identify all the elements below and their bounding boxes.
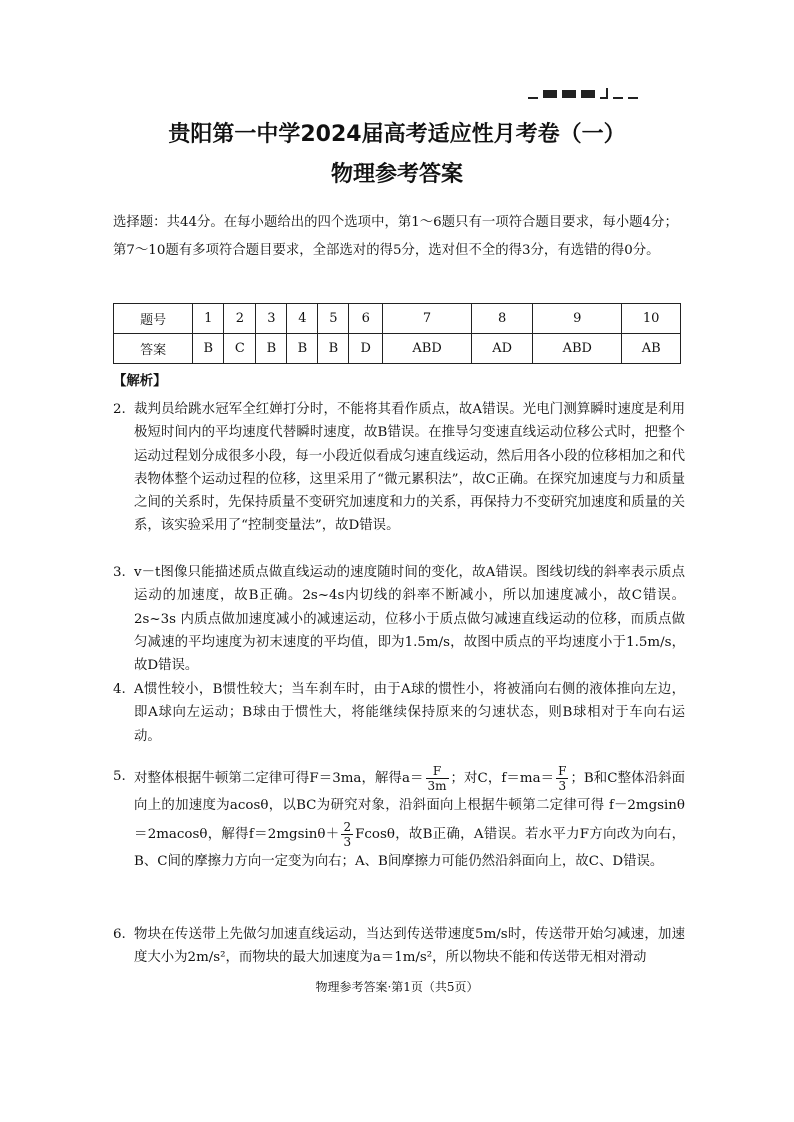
question-text: 物块在传送带上先做匀加速直线运动，当达到传送带速度5m/s时，传送带开始匀减速，加速度大小为2m/s²，而物块的最大加速度为a＝1m/s²，所以物块不能和传送带无相对滑动 bbox=[134, 927, 685, 966]
header-mark bbox=[528, 97, 538, 99]
fraction-denominator: 3 bbox=[558, 779, 567, 793]
table-cell: 4 bbox=[287, 304, 318, 334]
header-mark bbox=[600, 88, 608, 99]
table-cell: 题号 bbox=[114, 304, 193, 334]
table-cell: B bbox=[256, 334, 287, 364]
fraction-denominator: 3m bbox=[427, 779, 447, 793]
formula-text: 对整体根据牛顿第二定律可得F＝3ma，解得a＝ bbox=[134, 771, 424, 786]
table-cell: 7 bbox=[382, 304, 471, 334]
question-text bbox=[134, 764, 685, 875]
formula-text: ；对C，f＝ma＝ bbox=[450, 771, 555, 786]
fraction bbox=[426, 764, 449, 793]
intro-label: 选择题： bbox=[113, 215, 167, 230]
answer-table bbox=[113, 303, 681, 364]
table-cell: 2 bbox=[224, 304, 256, 334]
table-cell: 6 bbox=[349, 304, 383, 334]
question-4 bbox=[113, 678, 685, 748]
table-cell: C bbox=[224, 334, 256, 364]
fraction-numerator: 2 bbox=[343, 819, 352, 834]
fraction-numerator: F bbox=[558, 764, 567, 778]
table-cell: 答案 bbox=[114, 334, 193, 364]
table-cell: B bbox=[318, 334, 349, 364]
fraction bbox=[556, 764, 568, 793]
question-text: 裁判员给跳水冠军全红婵打分时，不能将其看作质点，故A错误。光电门测算瞬时速度是利用极短时间内的平均速度代替瞬时速度，故B错误。在推导匀变速直线运动位移公式时，把整个运动过程划分成很多小段，每一小段近似看成匀速直线运动，然后用各小段的位移相加之和代表物体整个运动过程的位移，这里采用了“微元累积法”，故C正确。在探究加速度与力和质量之间的关系时，先保持质量不变研究加速度和力的关系，再保持力不变研究加速度和质量的关系，该实验采用了“控制变量法”，故D错误。 bbox=[134, 402, 685, 534]
header-mark bbox=[562, 90, 576, 98]
answer-table-row-numbers bbox=[114, 304, 681, 334]
table-cell: AB bbox=[622, 334, 681, 364]
page-title: 贵阳第一中学2024届高考适应性月考卷（一） bbox=[168, 122, 626, 147]
header-mark bbox=[581, 90, 595, 98]
table-cell: B bbox=[193, 334, 224, 364]
fraction-denominator: 3 bbox=[343, 834, 352, 849]
header-marks bbox=[528, 88, 638, 99]
table-cell: ABD bbox=[382, 334, 471, 364]
analysis-heading: 【解析】 bbox=[113, 374, 167, 389]
fraction bbox=[341, 820, 353, 849]
intro-paragraph bbox=[113, 209, 683, 265]
table-cell: 10 bbox=[622, 304, 681, 334]
formula-text: Fcosθ，故B正确，A错误。若水平力F方向改为向右，B、C间的摩擦力方向一定变为向右；A、B间摩擦力可能仍然沿斜面向上，故C、D错误。 bbox=[134, 826, 685, 869]
table-cell: D bbox=[349, 334, 383, 364]
question-number: 5. bbox=[113, 769, 126, 784]
header-mark bbox=[543, 90, 557, 98]
intro-text: 共44分。在每小题给出的四个选项中，第1～6题只有一项符合题目要求，每小题4分；第7～10题有多项符合题目要求，全部选对的得5分，选对但不全的得3分，有选错的得0分。 bbox=[113, 215, 678, 258]
table-cell: 5 bbox=[318, 304, 349, 334]
question-text: v－t图像只能描述质点做直线运动的速度随时间的变化，故A错误。图线切线的斜率表示质点运动的加速度，故B正确。2s~4s内切线的斜率不断减小，所以加速度减小，故C错误。2s~3s 内质点做加速度减小的减速运动，位移小于质点做匀减速直线运动的位移，而质点做匀减速的平均速度为初末速度的平均值，即为1.5m/s，故图中质点的平均速度小于1.5m/s，故D错误。 bbox=[134, 565, 685, 674]
answer-table-row-answers bbox=[114, 334, 681, 364]
question-6 bbox=[113, 923, 685, 970]
question-5 bbox=[113, 764, 685, 875]
header-mark bbox=[628, 97, 638, 99]
header-mark bbox=[613, 97, 623, 99]
fraction-numerator: F bbox=[426, 764, 449, 779]
formula-text: ；B和C整体沿斜面向上的加速度为acosθ，以BC为研究对象，沿斜面向上根据牛顿第二定律可得 f－2mgsinθ＝2macosθ，解得f＝2mgsinθ＋ bbox=[134, 771, 685, 842]
table-cell: AD bbox=[472, 334, 533, 364]
question-3 bbox=[113, 561, 685, 677]
table-cell: ABD bbox=[533, 334, 622, 364]
table-cell: 1 bbox=[193, 304, 224, 334]
table-cell: 3 bbox=[256, 304, 287, 334]
table-cell: B bbox=[287, 334, 318, 364]
question-number: 6. bbox=[113, 927, 126, 942]
question-number: 4. bbox=[113, 682, 126, 697]
question-number: 2. bbox=[113, 402, 126, 417]
table-cell: 9 bbox=[533, 304, 622, 334]
question-2 bbox=[113, 398, 685, 538]
question-number: 3. bbox=[113, 565, 126, 580]
page-subtitle: 物理参考答案 bbox=[330, 162, 463, 187]
page-footer: 物理参考答案·第1页（共5页） bbox=[315, 980, 479, 994]
table-cell: 8 bbox=[472, 304, 533, 334]
question-text: A惯性较小，B惯性较大；当车刹车时，由于A球的惯性小，将被涌向右侧的液体推向左边，即A球向左运动；B球由于惯性大，将能继续保持原来的匀速状态，则B球相对于车向右运动。 bbox=[134, 682, 685, 744]
